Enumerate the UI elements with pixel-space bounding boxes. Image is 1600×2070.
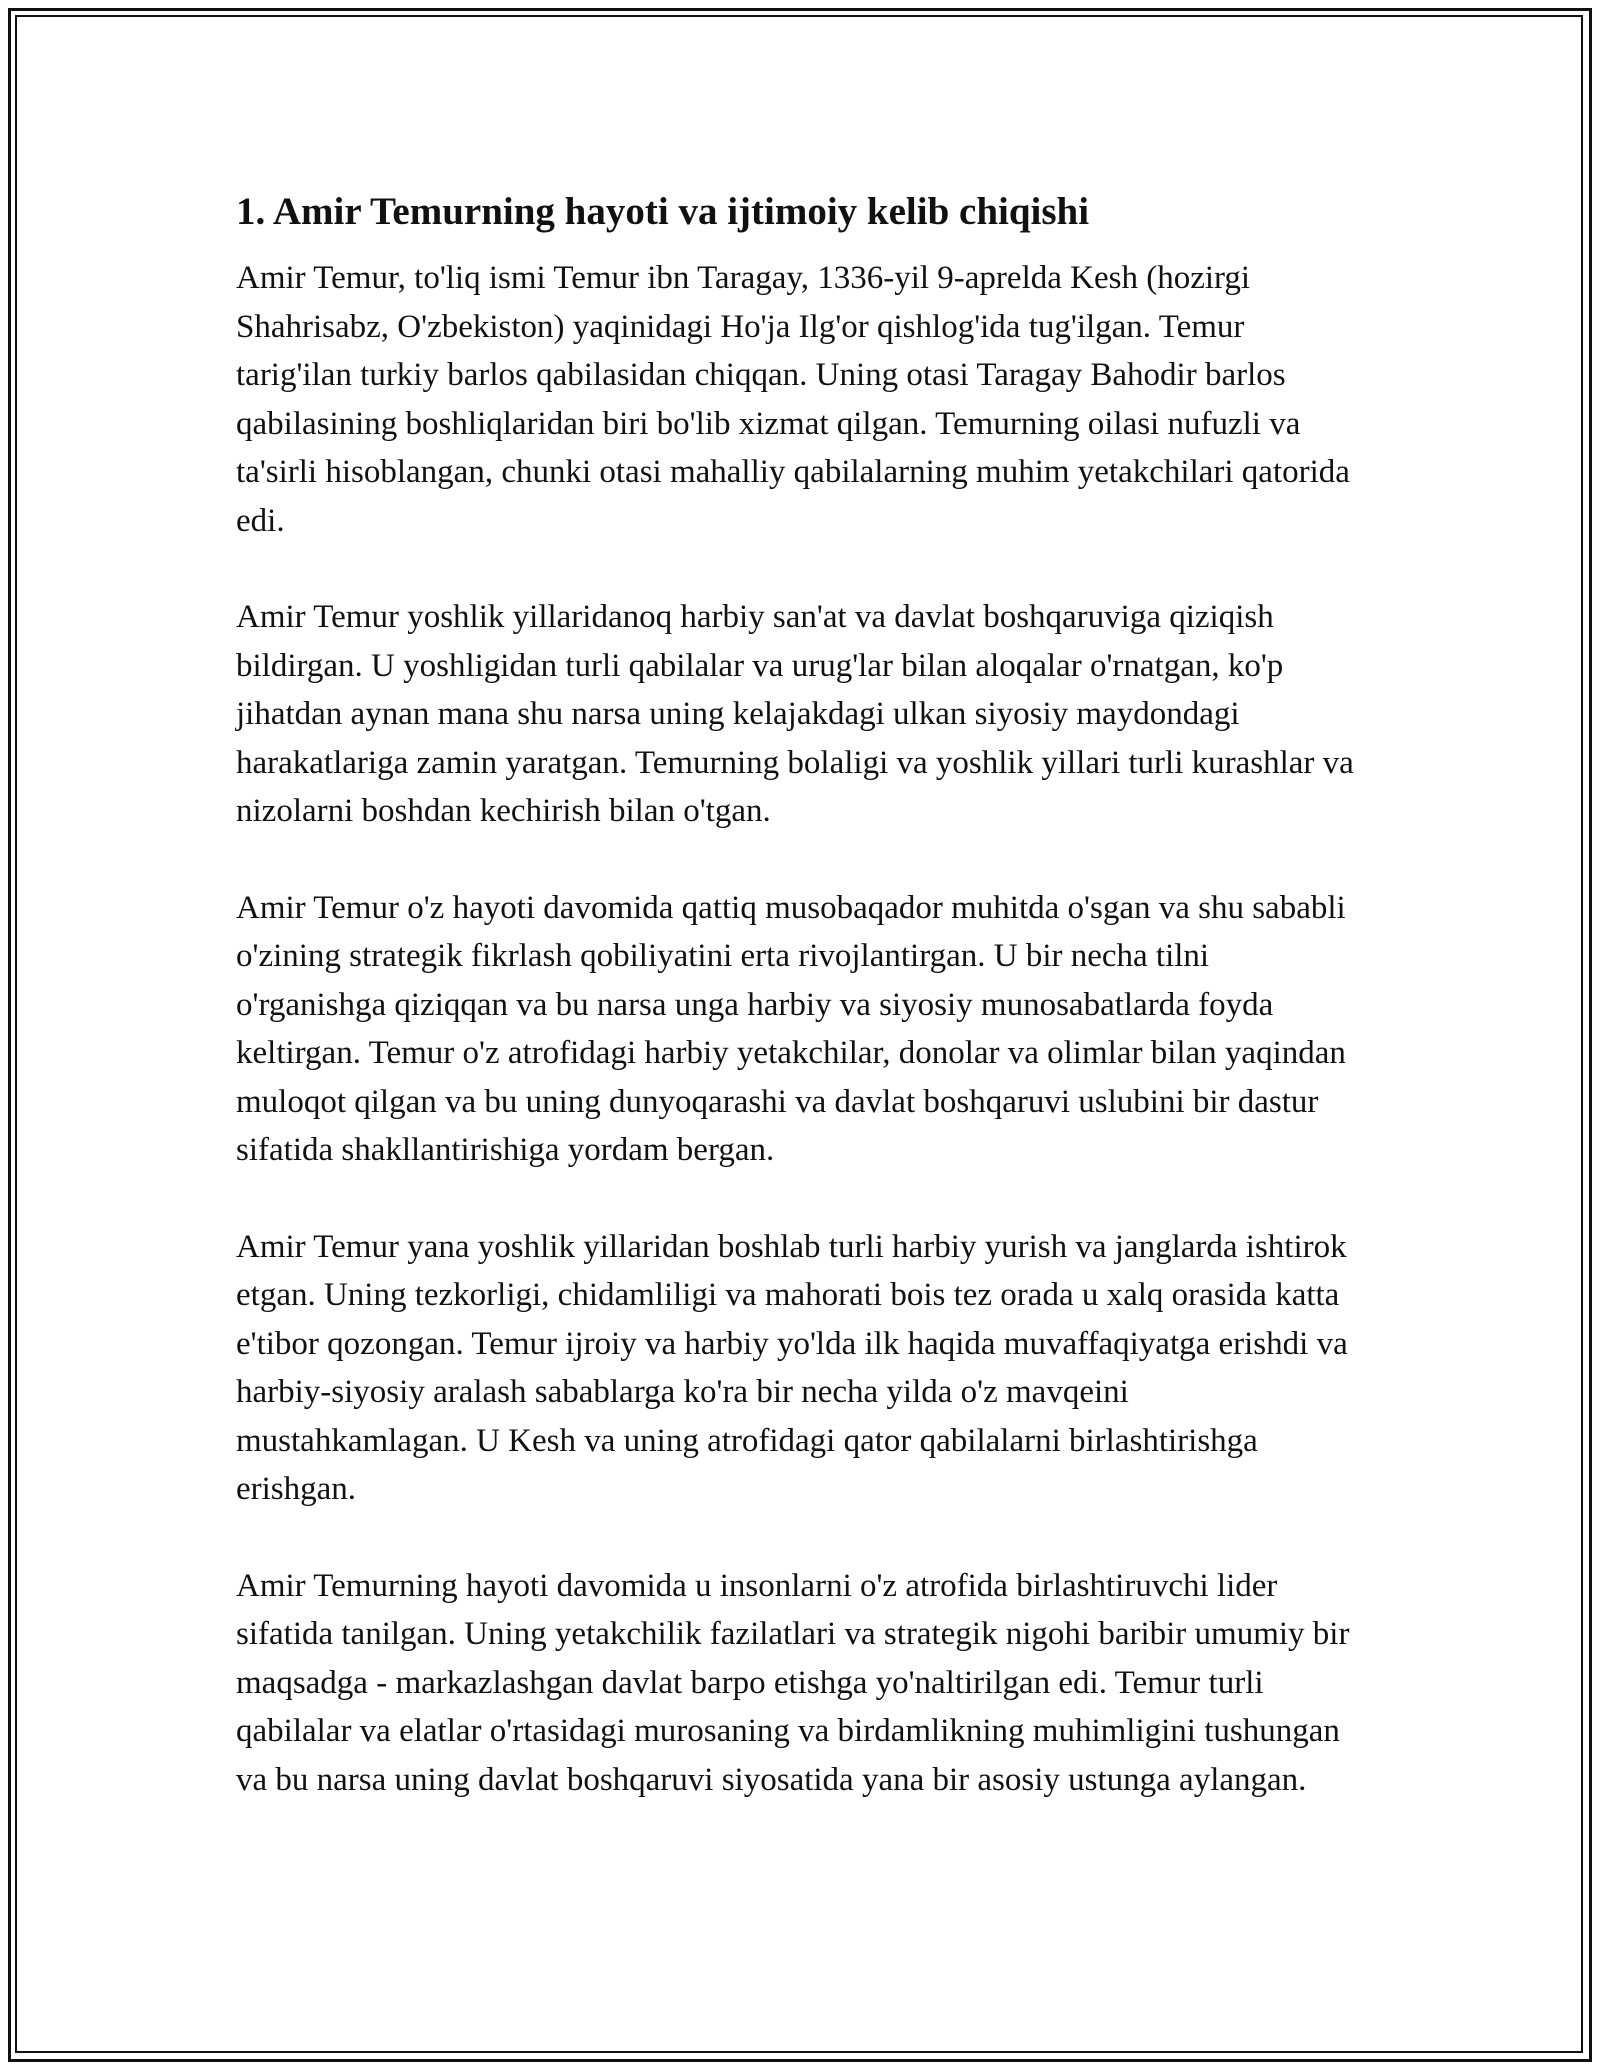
paragraph-1: Amir Temur, to'liq ismi Temur ibn Taragay, 1336-yil 9-aprelda Kesh (hozirgi Shahrisabz, O'zbekiston) yaqinidagi Ho'ja Ilg'or qishlog'ida tug'ilgan. Temur tarig'ilan turkiy barlos qabilasidan chiqqan. Uning otasi Taragay Bahodir barlos qabilasining boshliqlaridan biri bo'lib xizmat qilgan. Temurning oilasi nufuzli va ta'sirli hisoblangan, chunki otasi mahalliy qabilalarning muhim yetakchilari qatorida edi. (236, 260, 1350, 539)
paragraph-2: Amir Temur yoshlik yillaridanoq harbiy san'at va davlat boshqaruviga qiziqish bildirgan. U yoshligidan turli qabilalar va urug'lar bilan aloqalar o'rnatgan, ko'p jihatdan aynan mana shu narsa uning kelajakdagi ulkan siyosiy maydondagi harakatlariga zamin yaratgan. Temurning bolaligi va yoshlik yillari turli kurashlar va nizolarni boshdan kechirish bilan o'tgan. (236, 599, 1354, 829)
section-heading: 1. Amir Temurning hayoti va ijtimoiy kelib chiqishi (236, 190, 1090, 233)
paragraph-5: Amir Temurning hayoti davomida u insonlarni o'z atrofida birlashtiruvchi lider sifatida tanilgan. Uning yetakchilik fazilatlari va strategik nigohi baribir umumiy bir maqsadga - markazlashgan davlat barpo etishga yo'naltirilgan edi. Temur turli qabilalar va elatlar o'rtasidagi murosaning va birdamlikning muhimligini tushungan va bu narsa uning davlat boshqaruvi siyosatida yana bir asosiy ustunga aylangan. (236, 1567, 1350, 1798)
paragraph-3: Amir Temur o'z hayoti davomida qattiq musobaqador muhitda o'sgan va shu sababli o'zining strategik fikrlash qobiliyatini erta rivojlantirgan. U bir necha tilni o'rganishga qiziqqan va bu narsa unga harbiy va siyosiy munosabatlarda foyda keltirgan. Temur o'z atrofidagi harbiy yetakchilar, donolar va olimlar bilan yaqindan muloqot qilgan va bu uning dunyoqarashi va davlat boshqaruvi uslubini bir dastur sifatida shakllantirishiga yordam bergan. (236, 889, 1346, 1168)
paragraph-4: Amir Temur yana yoshlik yillaridan boshlab turli harbiy yurish va janglarda ishtirok etgan. Uning tezkorligi, chidamliligi va mahorati bois tez orada u xalq orasida katta e'tibor qozongan. Temur ijroiy va harbiy yo'lda ilk haqida muvaffaqiyatga erishdi va harbiy-siyosiy aralash sabablarga ko'ra bir necha yilda o'z mavqeini mustahkamlagan. U Kesh va uning atrofidagi qator qabilalarni birlashtirishga erishgan. (236, 1228, 1348, 1507)
document-body (236, 186, 1366, 1852)
